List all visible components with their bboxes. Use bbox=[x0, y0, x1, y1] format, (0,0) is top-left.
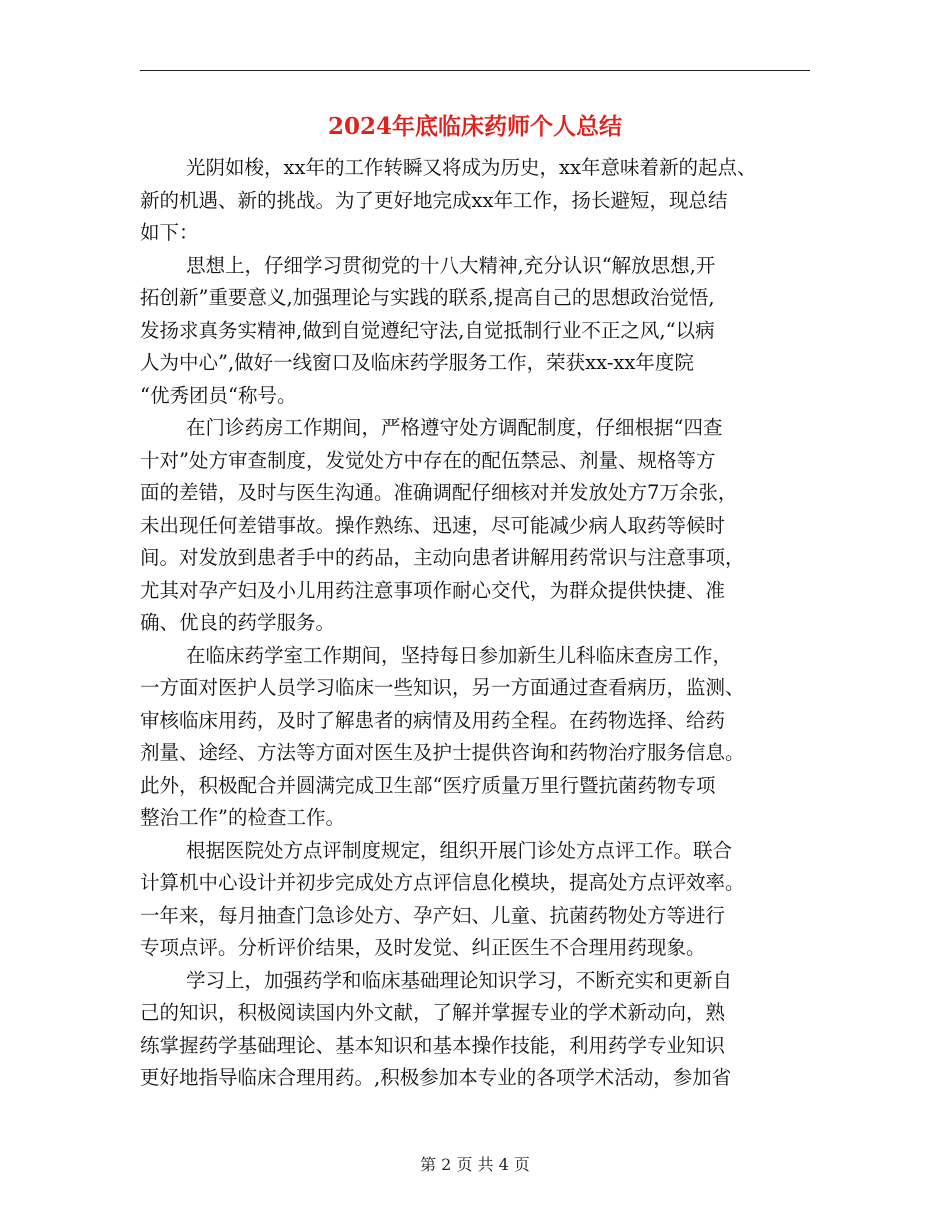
document-title: 2024年底临床药师个人总结 bbox=[327, 113, 622, 140]
text-line: 未出现任何差错事故。操作熟练、迅速，尽可能减少病人取药等候时 bbox=[140, 513, 726, 537]
text-line: 己的知识，积极阅读国内外文献，了解并掌握专业的学术新动向，熟 bbox=[140, 1001, 726, 1024]
text-line: 尤其对孕产妇及小儿用药注意事项作耐心交代，为群众提供快捷、准 bbox=[140, 578, 726, 602]
text-line: 计算机中心设计并初步完成处方点评信息化模块，提高处方点评效率。 bbox=[140, 871, 745, 894]
text-line: 剂量、途经、方法等方面对医生及护士提供咨询和药物治疗服务信息。 bbox=[140, 741, 745, 764]
text-line: 确、优良的药学服务。 bbox=[140, 611, 336, 634]
text-line: 练掌握药学基础理论、基本知识和基本操作技能，利用药学专业知识 bbox=[140, 1033, 726, 1057]
text-line: 在门诊药房工作期间，严格遵守处方调配制度，仔细根据“四查 bbox=[186, 416, 723, 439]
text-line: 专项点评。分析评价结果，及时发觉、纠正医生不合理用药现象。 bbox=[140, 936, 706, 959]
text-line: 新的机遇、新的挑战。为了更好地完成xx年工作，扬长避短，现总结 bbox=[140, 188, 728, 212]
text-line: 十对”处方审查制度，发觉处方中存在的配伍禁忌、剂量、规格等方 bbox=[140, 448, 716, 472]
text-line: 如下： bbox=[140, 221, 199, 244]
text-line: 整治工作”的检查工作。 bbox=[140, 806, 345, 829]
text-line: 根据医院处方点评制度规定，组织开展门诊处方点评工作。联合 bbox=[186, 838, 733, 862]
text-line: 一方面对医护人员学习临床一些知识，另一方面通过查看病历，监测、 bbox=[140, 676, 745, 699]
text-line: 学习上，加强药学和临床基础理论知识学习，不断充实和更新自 bbox=[186, 968, 733, 992]
text-line: 拓创新”重要意义,加强理论与实践的联系,提高自己的思想政治觉悟, bbox=[140, 286, 715, 309]
text-line: 一年来，每月抽查门急诊处方、孕产妇、儿童、抗菌药物处方等进行 bbox=[140, 903, 726, 927]
text-line: 此外，积极配合并圆满完成卫生部“医疗质量万里行暨抗菌药物专项 bbox=[140, 773, 716, 797]
text-line: 思想上，仔细学习贯彻党的十八大精神,充分认识“解放思想,开 bbox=[186, 253, 716, 277]
text-line: 在临床药学室工作期间，坚持每日参加新生儿科临床查房工作， bbox=[186, 643, 733, 667]
text-line: 更好地指导临床合理用药。,积极参加本专业的各项学术活动，参加省 bbox=[140, 1066, 732, 1089]
text-line: 发扬求真务实精神,做到自觉遵纪守法,自觉抵制行业不正之风,“以病 bbox=[140, 318, 715, 342]
document-body bbox=[140, 152, 820, 1095]
text-line: 间。对发放到患者手中的药品，主动向患者讲解用药常识与注意事项， bbox=[140, 546, 745, 569]
header-rule bbox=[140, 70, 810, 71]
text-line: 光阴如梭，xx年的工作转瞬又将成为历史，xx年意味着新的起点、 bbox=[186, 156, 757, 179]
page-footer: 第 2 页 共 4 页 bbox=[420, 1155, 530, 1174]
text-line: 面的差错，及时与医生沟通。准确调配仔细核对并发放处方7万余张， bbox=[140, 481, 738, 504]
text-line: 审核临床用药，及时了解患者的病情及用药全程。在药物选择、给药 bbox=[140, 708, 726, 732]
text-line: “优秀团员“称号。 bbox=[140, 383, 297, 407]
text-line: 人为中心”,做好一线窗口及临床药学服务工作，荣获xx-xx年度院 bbox=[140, 351, 694, 374]
